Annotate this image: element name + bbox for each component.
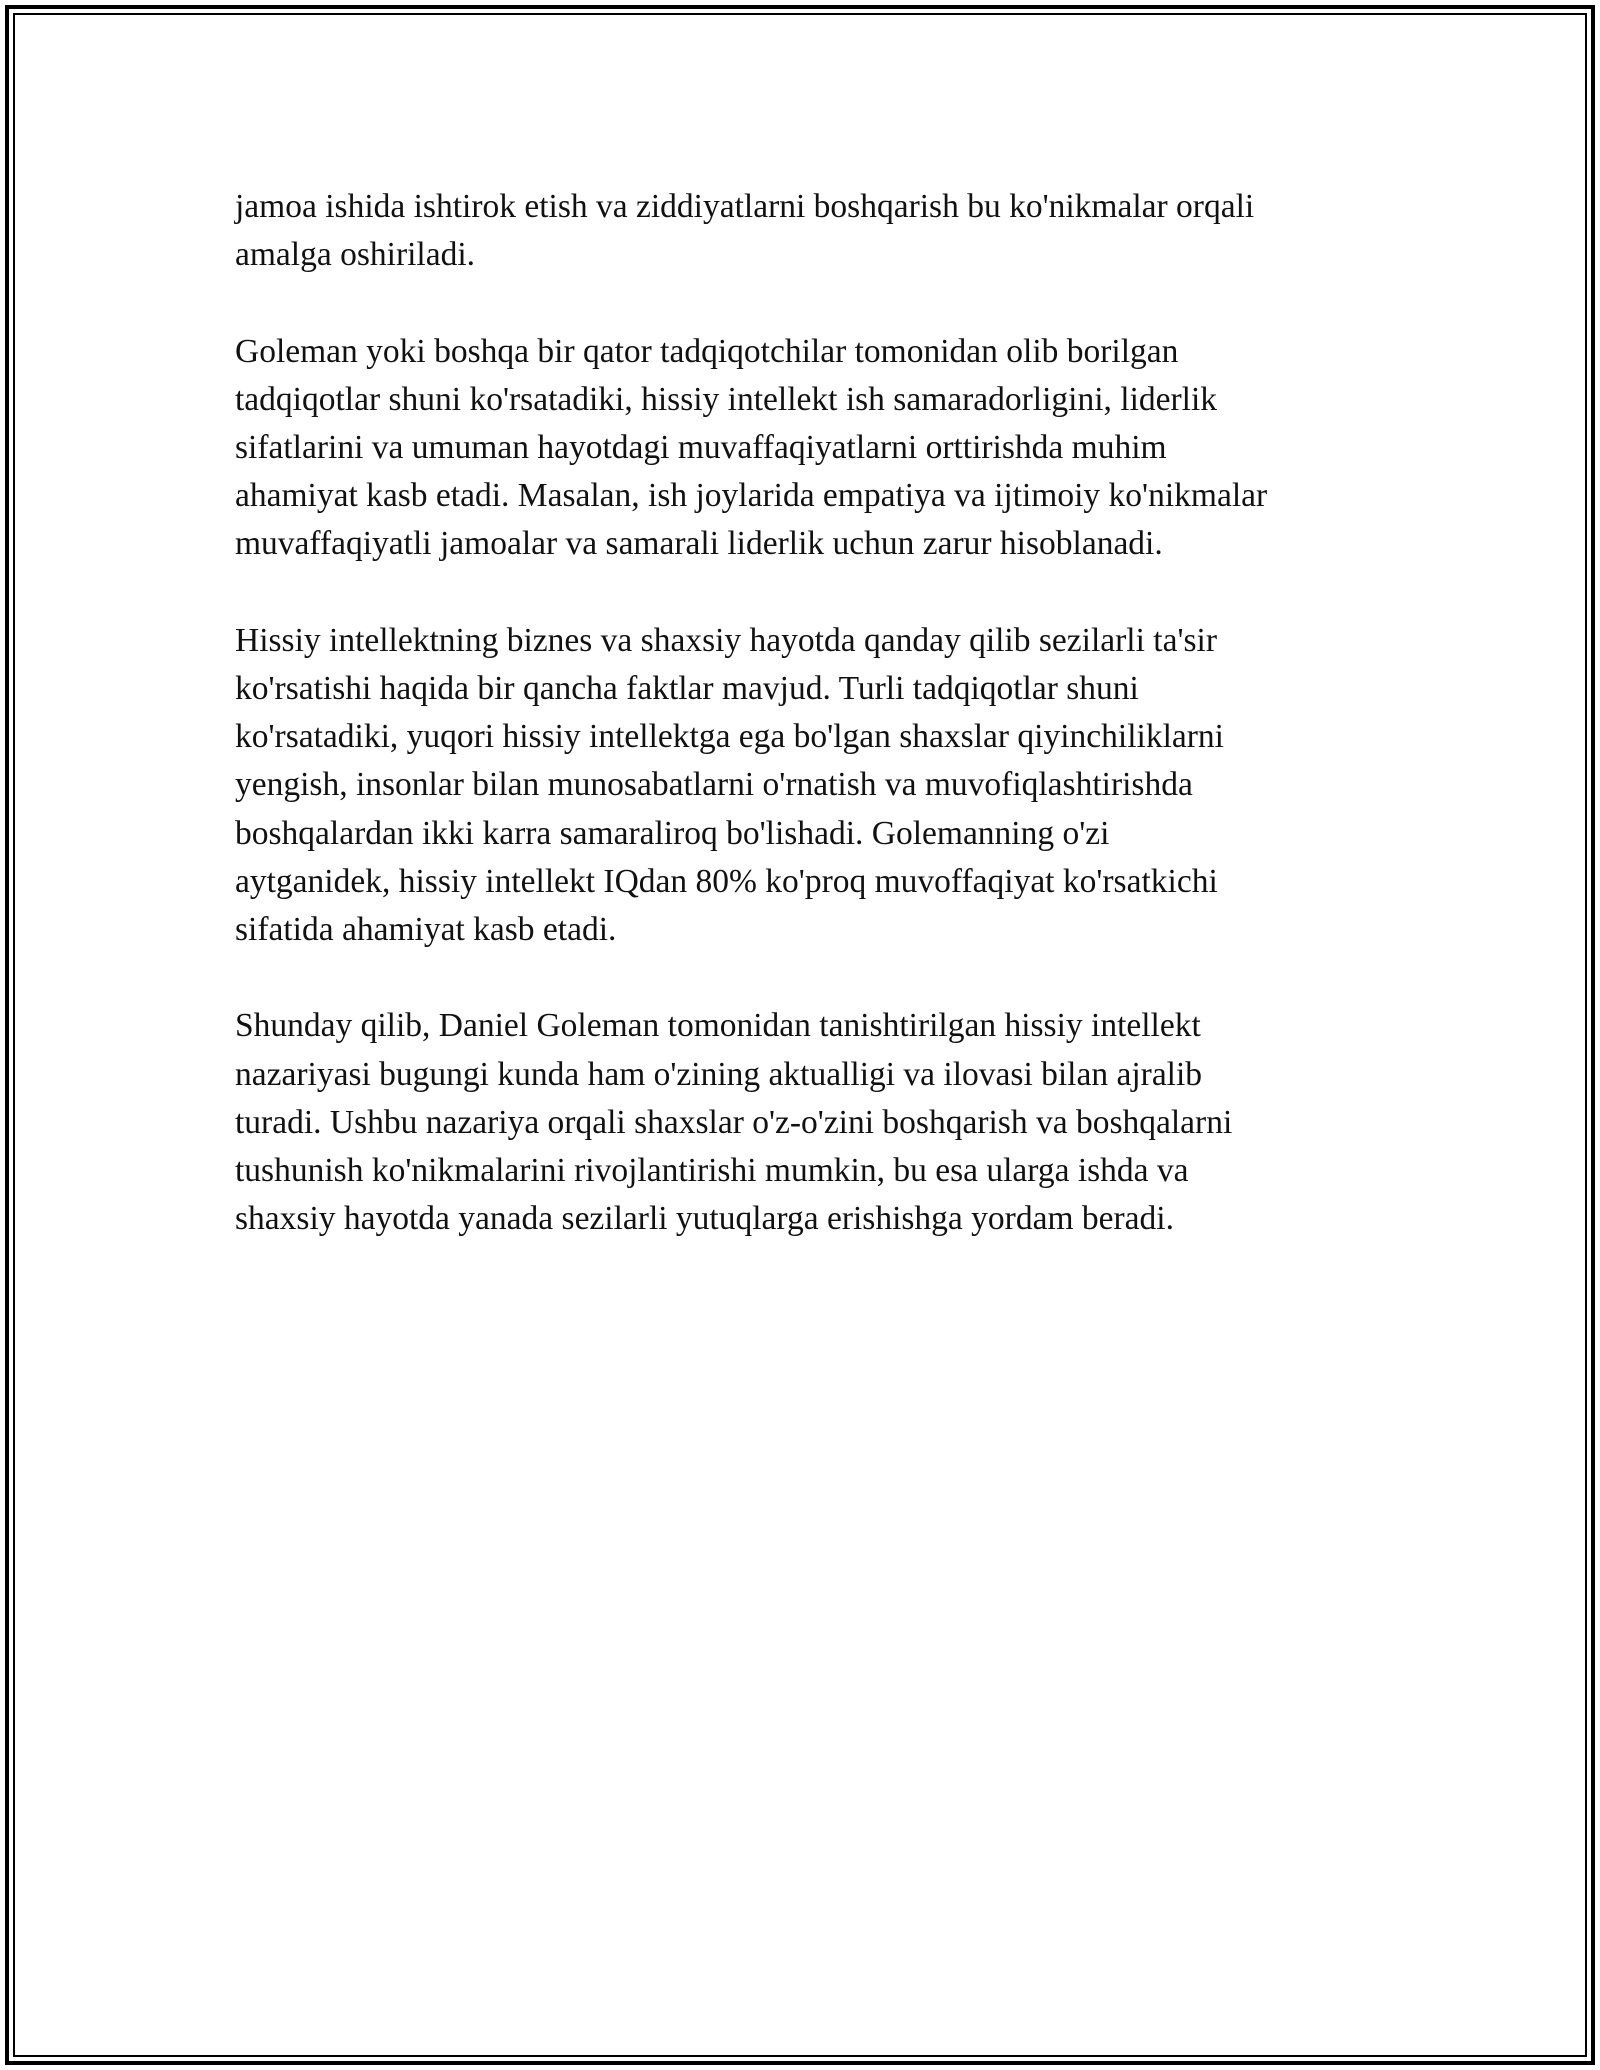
text-line: jamoa ishida ishtirok etish va ziddiyatlarni boshqarish bu ko'nikmalar orqali: [235, 188, 1255, 225]
text-line: amalga oshiriladi.: [235, 236, 476, 274]
text-line: ko'rsatishi haqida bir qancha faktlar mavjud. Turli tadqiqotlar shuni: [235, 670, 1139, 707]
paragraph-4: [235, 1002, 1385, 1243]
text-line: sifatida ahamiyat kasb etadi.: [235, 911, 617, 949]
text-line: Shunday qilib, Daniel Goleman tomonidan tanishtirilgan hissiy intellekt: [235, 1007, 1201, 1045]
text-line: tushunish ko'nikmalarini rivojlantirishi mumkin, bu esa ularga ishda va: [235, 1152, 1189, 1190]
text-line: Goleman yoki boshqa bir qator tadqiqotchilar tomonidan olib borilgan: [235, 332, 1179, 370]
paragraph-3: [235, 617, 1385, 954]
text-line: boshqalardan ikki karra samaraliroq bo'lishadi. Golemanning o'zi: [235, 814, 1110, 852]
text-line: tadqiqotlar shuni ko'rsatadiki, hissiy intellekt ish samaradorligini, liderlik: [235, 380, 1218, 418]
text-line: aytganidek, hissiy intellekt IQdan 80% ko'proq muvoffaqiyat ko'rsatkichi: [235, 862, 1218, 900]
paragraph-2: [235, 328, 1385, 569]
text-line: yengish, insonlar bilan munosabatlarni o'rnatish va muvofiqlashtirishda: [235, 766, 1193, 804]
text-line: sifatlarini va umuman hayotdagi muvaffaqiyatlarni orttirishda muhim: [235, 429, 1167, 466]
text-line: nazariyasi bugungi kunda ham o'zining aktualligi va ilovasi bilan ajralib: [235, 1055, 1203, 1093]
text-line: Hissiy intellektning biznes va shaxsiy hayotda qanday qilib sezilarli ta'sir: [235, 621, 1217, 659]
text-line: shaxsiy hayotda yanada sezilarli yutuqlarga erishishga yordam beradi.: [235, 1200, 1174, 1238]
text-line: muvaffaqiyatli jamoalar va samarali liderlik uchun zarur hisoblanadi.: [235, 525, 1163, 563]
paragraph-1: [235, 183, 1385, 279]
document-body: [235, 183, 1385, 1292]
text-line: turadi. Ushbu nazariya orqali shaxslar o'z-o'zini boshqarish va boshqalarni: [235, 1103, 1233, 1141]
text-line: ahamiyat kasb etadi. Masalan, ish joylarida empatiya va ijtimoiy ko'nikmalar: [235, 477, 1268, 515]
text-line: ko'rsatadiki, yuqori hissiy intellektga ega bo'lgan shaxslar qiyinchiliklarni: [235, 718, 1224, 756]
